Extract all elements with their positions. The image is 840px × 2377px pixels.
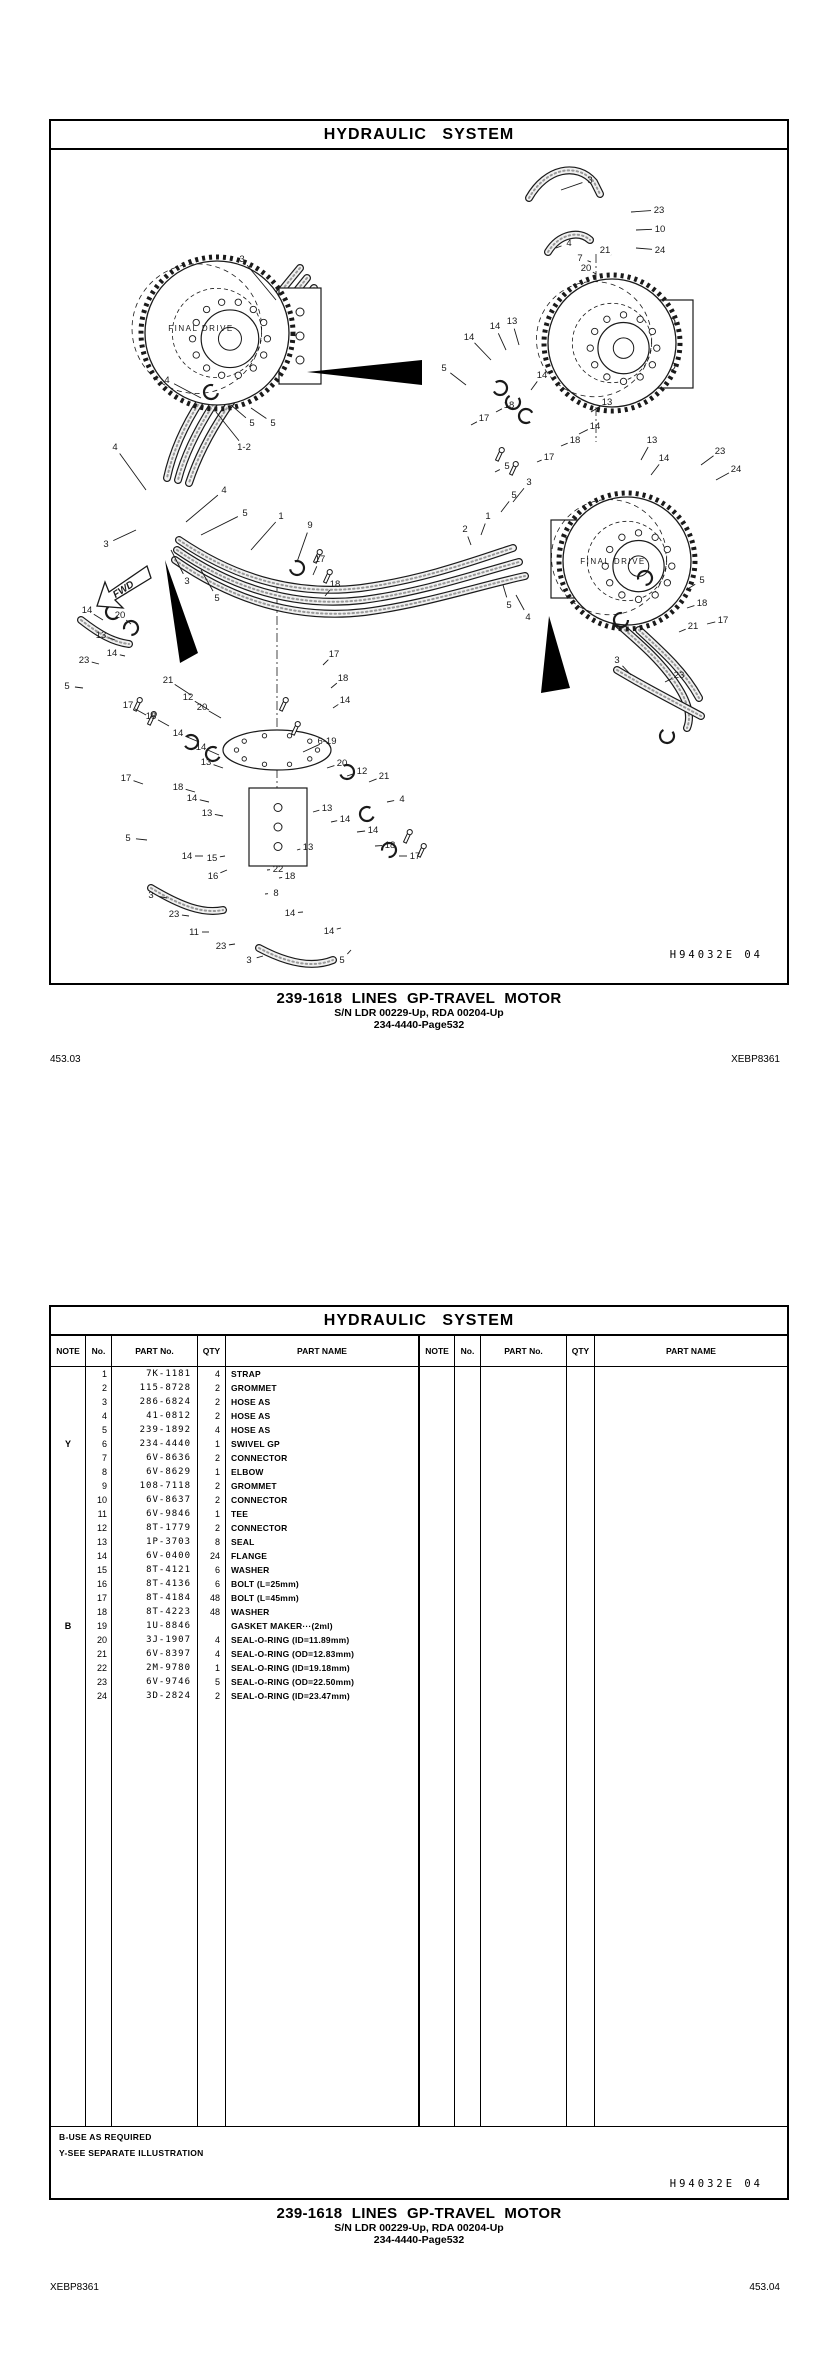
part-callout-5: 5 xyxy=(214,593,220,604)
table-cell xyxy=(481,1367,567,2126)
table-cell: SEAL-O-RING (ID=19.18mm) xyxy=(231,1663,350,1673)
table-cell: CONNECTOR xyxy=(231,1453,288,1463)
table-cell: SEAL-O-RING (OD=12.83mm) xyxy=(231,1649,355,1659)
part-callout-5: 5 xyxy=(441,363,447,374)
part-callout-17: 17 xyxy=(328,649,340,660)
table-cell: CONNECTOR xyxy=(231,1523,288,1533)
table-row xyxy=(51,1395,418,1409)
part-callout-14: 14 xyxy=(186,793,198,804)
caption-title: 239-1618 LINES GP-TRAVEL MOTOR xyxy=(276,990,562,1007)
part-callout-13: 13 xyxy=(95,630,107,641)
table-cell: 11 xyxy=(86,1507,112,1521)
table-cell: 5 xyxy=(86,1423,112,1437)
table-cell: 2 xyxy=(198,1409,226,1423)
part-callout-1: 1 xyxy=(278,511,284,522)
part-callout-3: 3 xyxy=(587,175,593,186)
part-callout-3: 3 xyxy=(184,576,190,587)
table-notes xyxy=(51,2126,787,2198)
part-callout-20: 20 xyxy=(196,702,208,713)
table-cell: 239-1892 xyxy=(112,1423,198,1437)
table-row xyxy=(51,1549,418,1563)
part-callout-3: 3 xyxy=(148,890,154,901)
page-footer xyxy=(50,2282,780,2293)
table-cell xyxy=(51,1661,86,1675)
table-cell: 2 xyxy=(198,1395,226,1409)
table-cell xyxy=(51,1521,86,1535)
part-callout-13: 13 xyxy=(201,808,213,819)
table-cell xyxy=(51,1409,86,1423)
table-cell: ELBOW xyxy=(231,1467,264,1477)
fwd-direction-label: FWD xyxy=(111,579,137,601)
part-callout-23: 23 xyxy=(673,670,685,681)
part-callout-20: 20 xyxy=(336,758,348,769)
table-cell xyxy=(51,1563,86,1577)
part-callout-21: 21 xyxy=(599,245,611,256)
part-callout-3: 3 xyxy=(246,955,252,966)
part-callout-5: 5 xyxy=(64,681,70,692)
table-cell: 286-6824 xyxy=(112,1395,198,1409)
table-cell: 3D-2824 xyxy=(112,1689,198,1703)
part-callout-13: 13 xyxy=(200,757,212,768)
table-row xyxy=(51,1437,418,1451)
part-callout-14: 14 xyxy=(323,926,335,937)
table-filler-row xyxy=(420,1367,787,2126)
table-cell xyxy=(51,1591,86,1605)
table-cell: STRAP xyxy=(231,1369,261,1379)
part-callout-5: 5 xyxy=(125,833,131,844)
table-cell: 2 xyxy=(198,1521,226,1535)
part-callout-14: 14 xyxy=(339,695,351,706)
table-row xyxy=(51,1507,418,1521)
table-cell: 16 xyxy=(86,1577,112,1591)
table-cell: WASHER xyxy=(231,1565,270,1575)
part-callout-13: 13 xyxy=(321,803,333,814)
table-row xyxy=(51,1451,418,1465)
table-cell xyxy=(51,1493,86,1507)
part-callout-13: 13 xyxy=(601,397,613,408)
table-cell xyxy=(420,1367,455,2126)
note-line-y: Y-SEE SEPARATE ILLUSTRATION xyxy=(59,2148,204,2158)
table-cell: 8T-4136 xyxy=(112,1577,198,1591)
table-cell: 1U-8846 xyxy=(112,1619,198,1633)
page-number: 453.03 xyxy=(50,1054,81,1065)
table-cell xyxy=(226,1703,418,2126)
caption-serial: S/N LDR 00229-Up, RDA 00204-Up xyxy=(334,2222,504,2235)
part-callout-8: 8 xyxy=(273,888,279,899)
table-cell: FLANGE xyxy=(231,1551,268,1561)
table-cell: 6V-8636 xyxy=(112,1451,198,1465)
table-row xyxy=(51,1577,418,1591)
table-cell: 22 xyxy=(86,1661,112,1675)
table-row xyxy=(51,1591,418,1605)
diagram-area xyxy=(51,150,787,983)
table-cell: 4 xyxy=(86,1409,112,1423)
part-callout-14: 14 xyxy=(195,742,207,753)
parts-table-left-half xyxy=(51,1336,420,2126)
table-header xyxy=(51,1336,418,1367)
table-row xyxy=(51,1381,418,1395)
table-cell: 2M-9780 xyxy=(112,1661,198,1675)
part-callout-17: 17 xyxy=(478,413,490,424)
caption-serial: S/N LDR 00229-Up, RDA 00204-Up xyxy=(334,1007,504,1020)
table-cell: 1 xyxy=(198,1661,226,1675)
table-cell: 1 xyxy=(198,1465,226,1479)
part-callout-17: 17 xyxy=(543,452,555,463)
table-cell: 48 xyxy=(198,1591,226,1605)
parts-table xyxy=(51,1336,787,2198)
part-callout-21: 21 xyxy=(687,621,699,632)
part-callout-17: 17 xyxy=(314,554,326,565)
part-callout-24: 24 xyxy=(730,464,742,475)
figure-caption xyxy=(49,990,789,1031)
table-cell: 6V-9746 xyxy=(112,1675,198,1689)
table-cell: 115-8728 xyxy=(112,1381,198,1395)
table-cell: 6V-9846 xyxy=(112,1507,198,1521)
table-row xyxy=(51,1465,418,1479)
part-callout-14: 14 xyxy=(181,851,193,862)
table-filler-row xyxy=(51,1703,418,2126)
note-line-b: B-USE AS REQUIRED xyxy=(59,2132,152,2142)
part-callout-14: 14 xyxy=(536,370,548,381)
table-cell: 13 xyxy=(86,1535,112,1549)
part-callout-12: 12 xyxy=(356,766,368,777)
part-callout-18: 18 xyxy=(503,400,515,411)
table-row xyxy=(51,1619,418,1633)
table-cell: 7 xyxy=(86,1451,112,1465)
figure-caption xyxy=(49,2205,789,2246)
table-cell: 2 xyxy=(86,1381,112,1395)
table-cell: 2 xyxy=(198,1689,226,1703)
part-callout-23: 23 xyxy=(653,205,665,216)
part-callout-18: 18 xyxy=(284,871,296,882)
table-cell: HOSE AS xyxy=(231,1425,271,1435)
part-callout-17: 17 xyxy=(409,851,421,862)
part-callout-4: 4 xyxy=(399,794,405,805)
table-header xyxy=(420,1336,787,1367)
table-cell xyxy=(198,1703,226,2126)
table-cell: 10 xyxy=(86,1493,112,1507)
table-cell: 14 xyxy=(86,1549,112,1563)
table-cell: 6 xyxy=(198,1577,226,1591)
part-callout-14: 14 xyxy=(172,728,184,739)
column-header: PART NAME xyxy=(666,1346,716,1356)
table-row xyxy=(51,1661,418,1675)
part-callout-24: 24 xyxy=(654,245,666,256)
part-callout-3: 3 xyxy=(614,655,620,666)
table-row xyxy=(51,1647,418,1661)
table-cell: 9 xyxy=(86,1479,112,1493)
table-cell: 20 xyxy=(86,1633,112,1647)
table-cell: 3J-1907 xyxy=(112,1633,198,1647)
part-callout-14: 14 xyxy=(589,421,601,432)
table-cell xyxy=(567,1367,595,2126)
table-cell: 6V-8637 xyxy=(112,1493,198,1507)
plate-code: H94032E 04 xyxy=(669,949,763,961)
table-cell: 2 xyxy=(198,1381,226,1395)
final-drive-label: FINAL DRIVE xyxy=(168,324,234,333)
table-body xyxy=(51,1367,418,2126)
table-cell xyxy=(51,1689,86,1703)
part-callout-5: 5 xyxy=(699,575,705,586)
column-header: No. xyxy=(86,1336,112,1366)
table-cell: WASHER xyxy=(231,1607,270,1617)
table-cell: 2 xyxy=(198,1479,226,1493)
part-callout-17: 17 xyxy=(717,615,729,626)
table-cell: 12 xyxy=(86,1521,112,1535)
parts-diagram xyxy=(51,150,787,983)
table-cell xyxy=(51,1633,86,1647)
table-cell: 8T-4184 xyxy=(112,1591,198,1605)
table-cell xyxy=(112,1703,198,2126)
table-cell xyxy=(51,1367,86,1381)
part-callout-5: 5 xyxy=(249,418,255,429)
part-callout-14: 14 xyxy=(284,908,296,919)
part-callout-13: 13 xyxy=(506,316,518,327)
table-cell: TEE xyxy=(231,1509,249,1519)
part-callout-1-2: 1-2 xyxy=(237,442,251,453)
table-row xyxy=(51,1535,418,1549)
table-cell: HOSE AS xyxy=(231,1411,271,1421)
column-header: PART No. xyxy=(481,1336,567,1366)
page-number: 453.04 xyxy=(749,2282,780,2293)
part-callout-14: 14 xyxy=(81,605,93,616)
part-callout-23: 23 xyxy=(78,655,90,666)
part-callout-23: 23 xyxy=(215,941,227,952)
table-row xyxy=(51,1633,418,1647)
part-callout-13: 13 xyxy=(646,435,658,446)
table-cell xyxy=(51,1549,86,1563)
part-callout-3: 3 xyxy=(239,254,245,265)
part-callout-14: 14 xyxy=(463,332,475,343)
part-callout-23: 23 xyxy=(168,909,180,920)
part-callout-18: 18 xyxy=(337,673,349,684)
table-cell: 3 xyxy=(86,1395,112,1409)
table-cell: 15 xyxy=(86,1563,112,1577)
table-cell: 8 xyxy=(86,1465,112,1479)
table-cell xyxy=(455,1367,481,2126)
caption-pageref: 234-4440-Page532 xyxy=(373,1019,465,1032)
part-callout-6-19: 6-19 xyxy=(317,736,337,747)
part-callout-1: 1 xyxy=(485,511,491,522)
table-cell: 24 xyxy=(198,1549,226,1563)
part-callout-5: 5 xyxy=(506,600,512,611)
document-code: XEBP8361 xyxy=(50,2282,99,2293)
table-cell: CONNECTOR xyxy=(231,1495,288,1505)
column-header: No. xyxy=(455,1336,481,1366)
table-row xyxy=(51,1563,418,1577)
table-row xyxy=(51,1423,418,1437)
table-cell: 23 xyxy=(86,1675,112,1689)
column-header: NOTE xyxy=(51,1336,86,1366)
table-cell: GASKET MAKER···(2ml) xyxy=(231,1621,333,1631)
table-row xyxy=(51,1493,418,1507)
table-cell: GROMMET xyxy=(231,1383,277,1393)
caption-title: 239-1618 LINES GP-TRAVEL MOTOR xyxy=(276,2205,562,2222)
part-callout-17: 17 xyxy=(122,700,134,711)
table-cell: 108-7118 xyxy=(112,1479,198,1493)
table-cell xyxy=(51,1703,86,2126)
page-footer xyxy=(50,1054,780,1065)
table-cell: 48 xyxy=(198,1605,226,1619)
table-cell: SWIVEL GP xyxy=(231,1439,280,1449)
part-callout-18: 18 xyxy=(329,579,341,590)
table-cell: SEAL-O-RING (ID=23.47mm) xyxy=(231,1691,350,1701)
table-cell: 6 xyxy=(86,1437,112,1451)
part-callout-4: 4 xyxy=(112,442,118,453)
part-callout-3: 3 xyxy=(103,539,109,550)
part-callout-14: 14 xyxy=(489,321,501,332)
table-cell xyxy=(51,1451,86,1465)
table-cell: 8 xyxy=(198,1535,226,1549)
part-callout-18: 18 xyxy=(145,711,157,722)
table-cell xyxy=(595,1367,787,2126)
part-callout-4: 4 xyxy=(221,485,227,496)
table-cell xyxy=(51,1535,86,1549)
part-callout-4: 4 xyxy=(525,612,531,623)
table-cell: 8T-4121 xyxy=(112,1563,198,1577)
table-cell xyxy=(51,1465,86,1479)
table-row xyxy=(51,1367,418,1381)
table-cell: 8T-1779 xyxy=(112,1521,198,1535)
table-row xyxy=(51,1521,418,1535)
table-cell: 1 xyxy=(198,1507,226,1521)
table-cell: 4 xyxy=(198,1633,226,1647)
part-callout-7: 7 xyxy=(577,253,583,264)
table-cell: 1 xyxy=(198,1437,226,1451)
part-callout-5: 5 xyxy=(270,418,276,429)
part-callout-23: 23 xyxy=(714,446,726,457)
table-cell: 7K-1181 xyxy=(112,1367,198,1381)
part-callout-5: 5 xyxy=(504,461,510,472)
part-callout-20: 20 xyxy=(114,610,126,621)
part-callout-14: 14 xyxy=(106,648,118,659)
part-callout-14: 14 xyxy=(339,814,351,825)
table-cell: 8T-4223 xyxy=(112,1605,198,1619)
table-cell: 24 xyxy=(86,1689,112,1703)
part-callout-13: 13 xyxy=(302,842,314,853)
table-cell: SEAL xyxy=(231,1537,255,1547)
table-cell xyxy=(51,1423,86,1437)
table-cell xyxy=(51,1479,86,1493)
table-cell: 21 xyxy=(86,1647,112,1661)
table-cell: GROMMET xyxy=(231,1481,277,1491)
part-callout-21: 21 xyxy=(378,771,390,782)
table-cell: 2 xyxy=(198,1451,226,1465)
table-cell: HOSE AS xyxy=(231,1397,271,1407)
table-cell: 4 xyxy=(198,1423,226,1437)
part-callout-3: 3 xyxy=(526,477,532,488)
table-cell xyxy=(51,1395,86,1409)
table-cell: SEAL-O-RING (OD=22.50mm) xyxy=(231,1677,355,1687)
table-cell xyxy=(198,1619,226,1633)
table-row xyxy=(51,1409,418,1423)
part-callout-21: 21 xyxy=(162,675,174,686)
table-cell: 41-0812 xyxy=(112,1409,198,1423)
part-callout-5: 5 xyxy=(339,955,345,966)
part-callout-5: 5 xyxy=(511,490,517,501)
table-cell: 18 xyxy=(86,1605,112,1619)
table-cell: B xyxy=(51,1619,86,1633)
part-callout-18: 18 xyxy=(384,840,396,851)
part-callout-20: 20 xyxy=(580,263,592,274)
part-callout-15: 15 xyxy=(206,853,218,864)
part-callout-11: 11 xyxy=(189,927,199,938)
part-callout-4: 4 xyxy=(566,238,572,249)
final-drive-label: FINAL DRIVE xyxy=(580,557,646,566)
caption-pageref: 234-4440-Page532 xyxy=(373,2234,465,2247)
table-cell: 17 xyxy=(86,1591,112,1605)
parts-table-right-half xyxy=(420,1336,787,2126)
table-cell: 1 xyxy=(86,1367,112,1381)
table-cell: 4 xyxy=(198,1367,226,1381)
plate-code: H94032E 04 xyxy=(669,2178,763,2190)
part-callout-4: 4 xyxy=(164,375,170,386)
table-cell: 4 xyxy=(198,1647,226,1661)
part-callout-10: 10 xyxy=(654,224,666,235)
table-row xyxy=(51,1689,418,1703)
table-cell xyxy=(51,1381,86,1395)
table-cell: 6V-0400 xyxy=(112,1549,198,1563)
part-callout-5: 5 xyxy=(242,508,248,519)
part-callout-18: 18 xyxy=(172,782,184,793)
page-title: HYDRAULIC SYSTEM xyxy=(51,121,787,150)
page-title: HYDRAULIC SYSTEM xyxy=(51,1307,787,1336)
page-frame-1 xyxy=(49,119,789,985)
table-body xyxy=(420,1367,787,2126)
table-cell: 6 xyxy=(198,1563,226,1577)
table-cell: 19 xyxy=(86,1619,112,1633)
part-callout-16: 16 xyxy=(207,871,219,882)
table-cell xyxy=(51,1507,86,1521)
table-cell: 6V-8397 xyxy=(112,1647,198,1661)
table-cell: 2 xyxy=(198,1493,226,1507)
table-cell: 6V-8629 xyxy=(112,1465,198,1479)
part-callout-9: 9 xyxy=(307,520,313,531)
part-callout-12: 12 xyxy=(182,692,194,703)
table-cell: SEAL-O-RING (ID=11.89mm) xyxy=(231,1635,350,1645)
table-cell: Y xyxy=(51,1437,86,1451)
column-header: PART NAME xyxy=(297,1346,347,1356)
table-cell: 1P-3703 xyxy=(112,1535,198,1549)
table-cell xyxy=(51,1675,86,1689)
page-frame-2 xyxy=(49,1305,789,2200)
part-callout-18: 18 xyxy=(569,435,581,446)
table-cell xyxy=(51,1647,86,1661)
part-callout-14: 14 xyxy=(658,453,670,464)
table-row xyxy=(51,1479,418,1493)
part-callout-17: 17 xyxy=(120,773,132,784)
table-cell: BOLT (L=25mm) xyxy=(231,1579,299,1589)
table-cell: 234-4440 xyxy=(112,1437,198,1451)
table-row xyxy=(51,1605,418,1619)
part-callout-22: 22 xyxy=(272,864,284,875)
part-callout-14: 14 xyxy=(367,825,379,836)
part-callout-2: 2 xyxy=(462,524,468,535)
table-cell xyxy=(86,1703,112,2126)
table-cell: BOLT (L=45mm) xyxy=(231,1593,299,1603)
part-callout-18: 18 xyxy=(696,598,708,609)
table-cell xyxy=(51,1577,86,1591)
column-header: QTY xyxy=(198,1336,226,1366)
document-code: XEBP8361 xyxy=(731,1054,780,1065)
column-header: QTY xyxy=(567,1336,595,1366)
table-row xyxy=(51,1675,418,1689)
table-cell: 5 xyxy=(198,1675,226,1689)
column-header: NOTE xyxy=(420,1336,455,1366)
column-header: PART No. xyxy=(112,1336,198,1366)
table-cell xyxy=(51,1605,86,1619)
